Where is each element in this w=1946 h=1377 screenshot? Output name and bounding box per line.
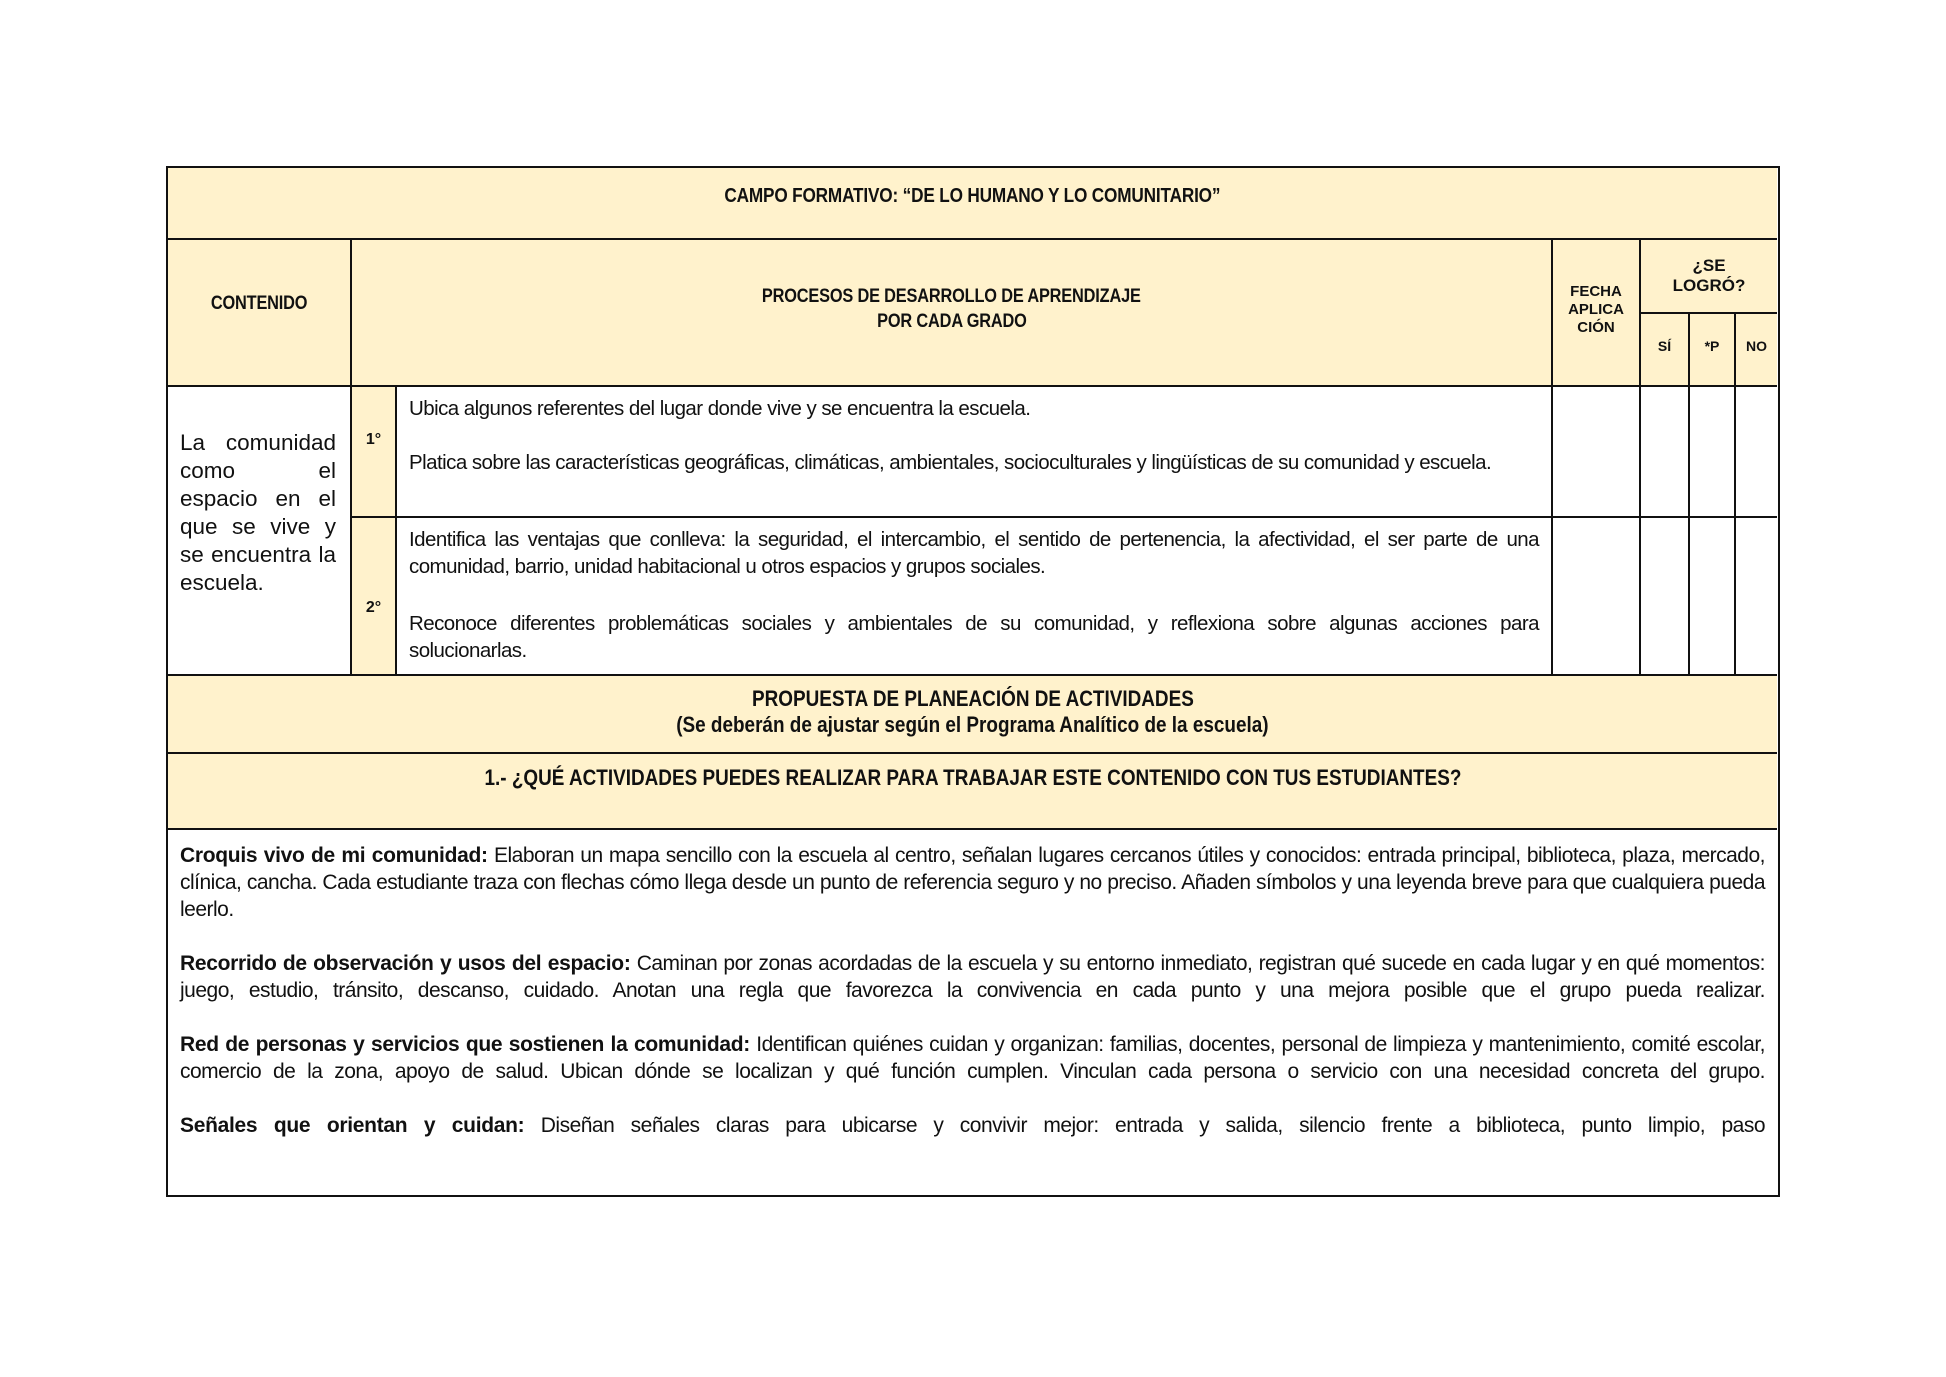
header-parcial-label: *P (1704, 337, 1720, 354)
header-fecha-line3: CIÓN (1577, 318, 1615, 336)
contenido-text: La comunidad como el espacio en el que se vive y se encuentra la escuela. (180, 430, 336, 595)
grade-2-parcial-checkbox[interactable] (1688, 516, 1734, 674)
actividad-texto: Identifican quiénes cuidan y organizan: familias, docentes, personal de limpieza y mantenimiento, comité escolar, comercio de la zona, apoyo de salud. Ubican dónde se localizan y qué función cumplen. Vinculan cada persona o servicio con una necesidad concreta del grupo. (180, 1033, 1765, 1083)
actividad-titulo: Recorrido de observación y usos del espacio: (180, 952, 631, 975)
header-fecha-line2: APLICA (1568, 300, 1624, 318)
grade-1-parcial-checkbox[interactable] (1688, 385, 1734, 516)
actividad-titulo: Señales que orientan y cuidan: (180, 1114, 525, 1137)
grade-1-fecha-input[interactable] (1551, 385, 1639, 516)
header-se-logro-line2: LOGRÓ? (1672, 276, 1746, 295)
header-se-logro-line1: ¿SE (1692, 256, 1726, 275)
grade-2-proceso-2: Reconoce diferentes problemáticas sociales y ambientales de su comunidad, y reflexiona sobre algunas acciones para solucionarlas. (409, 612, 1539, 662)
grade-1-label: 1° (365, 430, 382, 448)
propuesta-title: PROPUESTA DE PLANEACIÓN DE ACTIVIDADES (751, 686, 1194, 711)
grade-1-no-checkbox[interactable] (1734, 385, 1777, 516)
actividad-titulo: Croquis vivo de mi comunidad: (180, 844, 488, 867)
pregunta-title: 1.- ¿QUÉ ACTIVIDADES PUEDES REALIZAR PARA TRABAJAR ESTE CONTENIDO CON TUS ESTUDIANTES? (484, 765, 1461, 790)
header-contenido-label: CONTENIDO (210, 292, 308, 314)
propuesta-subtitle: (Se deberán de ajustar según el Programa Analítico de la escuela) (676, 712, 1269, 737)
header-contenido (168, 238, 350, 385)
grade-1-si-checkbox[interactable] (1639, 385, 1688, 516)
header-si (1639, 312, 1688, 385)
contenido-cell (168, 385, 350, 674)
actividad-titulo: Red de personas y servicios que sostienen la comunidad: (180, 1033, 750, 1056)
actividad-item (180, 1112, 1765, 1139)
grade-1-procesos (395, 385, 1551, 516)
header-fecha-aplicacion (1551, 238, 1639, 385)
grade-2-fecha-input[interactable] (1551, 516, 1639, 674)
grade-2-si-checkbox[interactable] (1639, 516, 1688, 674)
actividad-item (180, 1031, 1765, 1085)
header-no (1734, 312, 1777, 385)
campo-formativo-title: CAMPO FORMATIVO: “DE LO HUMANO Y LO COMUNITARIO” (724, 184, 1221, 207)
header-si-label: SÍ (1657, 337, 1672, 354)
header-procesos-line2: POR CADA GRADO (876, 310, 1027, 332)
planning-table (166, 166, 1780, 1197)
grade-2-no-checkbox[interactable] (1734, 516, 1777, 674)
header-no-label: NO (1746, 337, 1767, 354)
grade-2-label: 2° (365, 599, 382, 616)
header-se-logro (1639, 238, 1777, 312)
actividad-texto: Diseñan señales claras para ubicarse y convivir mejor: entrada y salida, silencio frente a biblioteca, punto limpio, paso (524, 1114, 1765, 1137)
header-procesos (350, 238, 1551, 385)
header-fecha-line1: FECHA (1570, 282, 1622, 300)
grade-2-cell (350, 516, 395, 674)
actividad-item (180, 842, 1765, 923)
actividad-texto: Elaboran un mapa sencillo con la escuela al centro, señalan lugares cercanos útiles y conocidos: entrada principal, biblioteca, plaza, mercado, clínica, cancha. Cada estudiante traza con flechas cómo llega desde un punto de referencia seguro y no preciso. Añaden símbolos y una leyenda breve para que cualquiera pueda leerlo. (180, 844, 1765, 921)
actividades-cell (168, 828, 1777, 1194)
actividad-item (180, 950, 1765, 1004)
grade-2-procesos (395, 516, 1551, 674)
grade-1-cell (350, 385, 395, 516)
header-procesos-line1: PROCESOS DE DESARROLLO DE APRENDIZAJE (762, 285, 1141, 307)
campo-formativo-row (168, 168, 1777, 238)
grade-1-proceso-1: Ubica algunos referentes del lugar donde vive y se encuentra la escuela. (409, 397, 1031, 420)
grade-1-proceso-2: Platica sobre las características geográficas, climáticas, ambientales, socioculturales y lingüísticas de su comunidad y escuela. (409, 451, 1492, 474)
actividades-list (180, 842, 1765, 1166)
propuesta-row (168, 674, 1777, 752)
actividad-texto: Caminan por zonas acordadas de la escuela y su entorno inmediato, registran qué sucede en cada lugar y en qué momentos: juego, estudio, tránsito, descanso, cuidado. Anotan una regla que favorezca la convivencia en cada punto y una mejora posible que el grupo pueda realizar. (180, 952, 1766, 1002)
header-parcial (1688, 312, 1734, 385)
grade-2-proceso-1: Identifica las ventajas que conlleva: la seguridad, el intercambio, el sentido de pertenencia, la afectividad, el ser parte de una comunidad, barrio, unidad habitacional u otros espacios y grupos sociales. (409, 528, 1539, 578)
pregunta-row (168, 752, 1777, 828)
